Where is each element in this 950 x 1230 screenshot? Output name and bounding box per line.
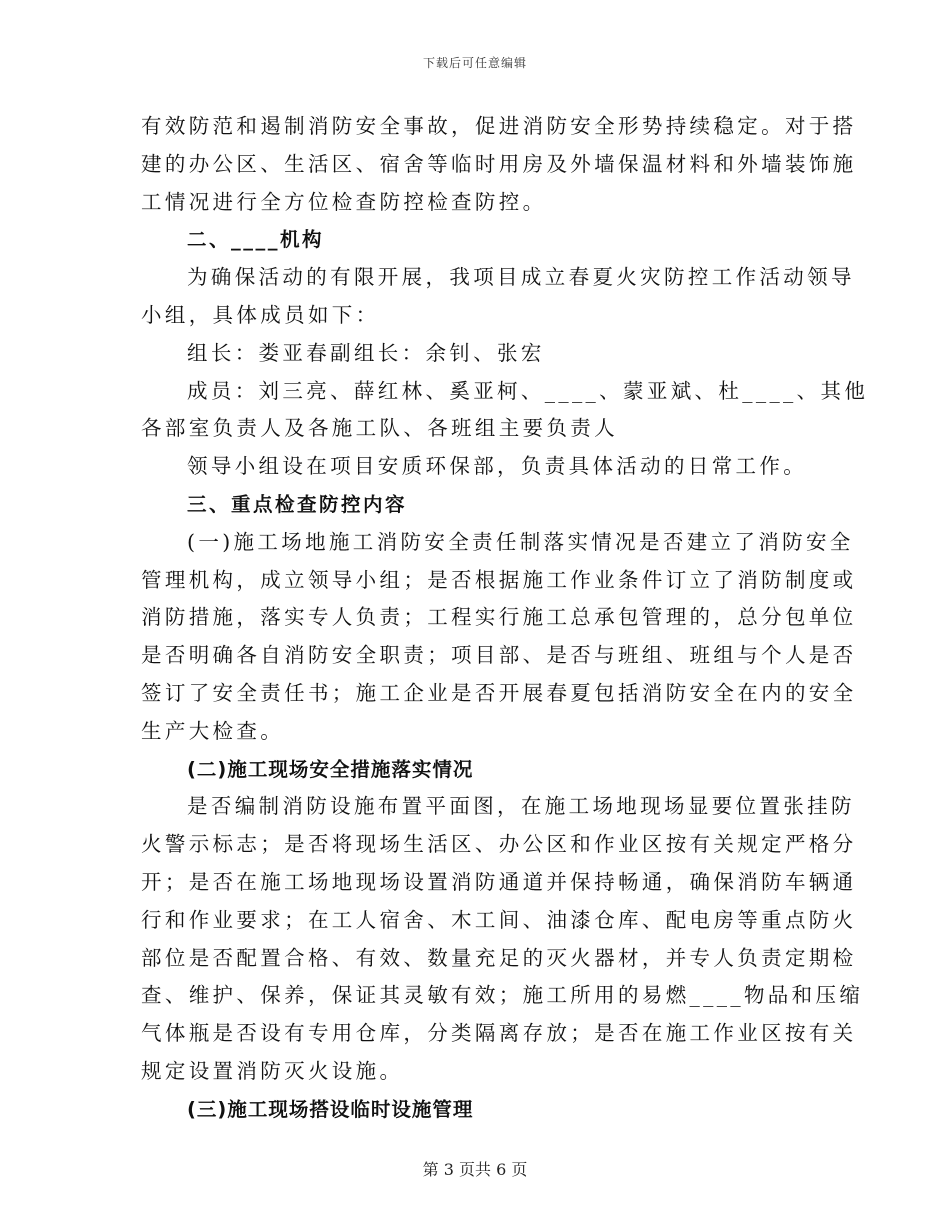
body-line: 开；是否在施工场地现场设置消防通道并保持畅通，确保消防车辆通 (141, 869, 857, 894)
body-line: 生产大检查。 (141, 718, 285, 743)
body-line: 规定设置消防灭火设施。 (141, 1058, 404, 1083)
body-line: 消防措施，落实专人负责；工程实行施工总承包管理的，总分包单位 (141, 605, 857, 630)
body-line: 小组，具体成员如下： (141, 302, 380, 327)
body-line: 行和作业要求；在工人宿舍、木工间、油漆仓库、配电房等重点防火 (141, 907, 857, 932)
body-line: 工情况进行全方位检查防控检查防控。 (141, 189, 547, 214)
subsection-heading: (二)施工现场安全措施落实情况 (187, 757, 474, 781)
page-header: 下载后可任意编辑 (422, 56, 527, 70)
body-line: 气体瓶是否设有专用仓库，分类隔离存放；是否在施工作业区按有关 (141, 1021, 857, 1046)
page-footer: 第 3 页共 6 页 (422, 1160, 528, 1179)
body-line: 签订了安全责任书；施工企业是否开展春夏包括消防安全在内的安全 (141, 680, 857, 705)
body-line: 火警示标志；是否将现场生活区、办公区和作业区按有关规定严格分 (141, 832, 857, 857)
body-line: 为确保活动的有限开展，我项目成立春夏火灾防控工作活动领导 (187, 265, 855, 290)
body-line: 查、维护、保养，保证其灵敏有效；施工所用的易燃____物品和压缩 (141, 983, 864, 1008)
body-line: 领导小组设在项目安质环保部，负责具体活动的日常工作。 (187, 454, 808, 479)
subsection-heading: (三)施工现场搭设临时设施管理 (187, 1097, 474, 1121)
section-heading: 二、____机构 (187, 228, 325, 252)
body-line: 组长：娄亚春副组长：余钊、张宏 (187, 340, 545, 365)
document-body (141, 108, 869, 1129)
body-line: 是否明确各自消防安全职责；项目部、是否与班组、班组与个人是否 (141, 643, 857, 668)
body-line: 成员：刘三亮、薛红林、奚亚柯、____、蒙亚斌、杜____、其他 (187, 378, 869, 403)
body-line: 管理机构，成立领导小组；是否根据施工作业条件订立了消防制度或 (141, 567, 857, 592)
body-line: 是否编制消防设施布置平面图，在施工场地现场显要位置张挂防 (187, 794, 855, 819)
section-heading: 三、重点检查防控内容 (187, 492, 408, 516)
body-line: 有效防范和遏制消防安全事故，促进消防安全形势持续稳定。对于搭 (141, 114, 857, 138)
body-line: 部位是否配置合格、有效、数量充足的灭火器材，并专人负责定期检 (141, 945, 857, 970)
body-line: (一)施工场地施工消防安全责任制落实情况是否建立了消防安全 (187, 529, 854, 554)
body-line: 建的办公区、生活区、宿舍等临时用房及外墙保温材料和外墙装饰施 (141, 151, 857, 176)
body-line: 各部室负责人及各施工队、各班组主要负责人 (141, 416, 618, 441)
